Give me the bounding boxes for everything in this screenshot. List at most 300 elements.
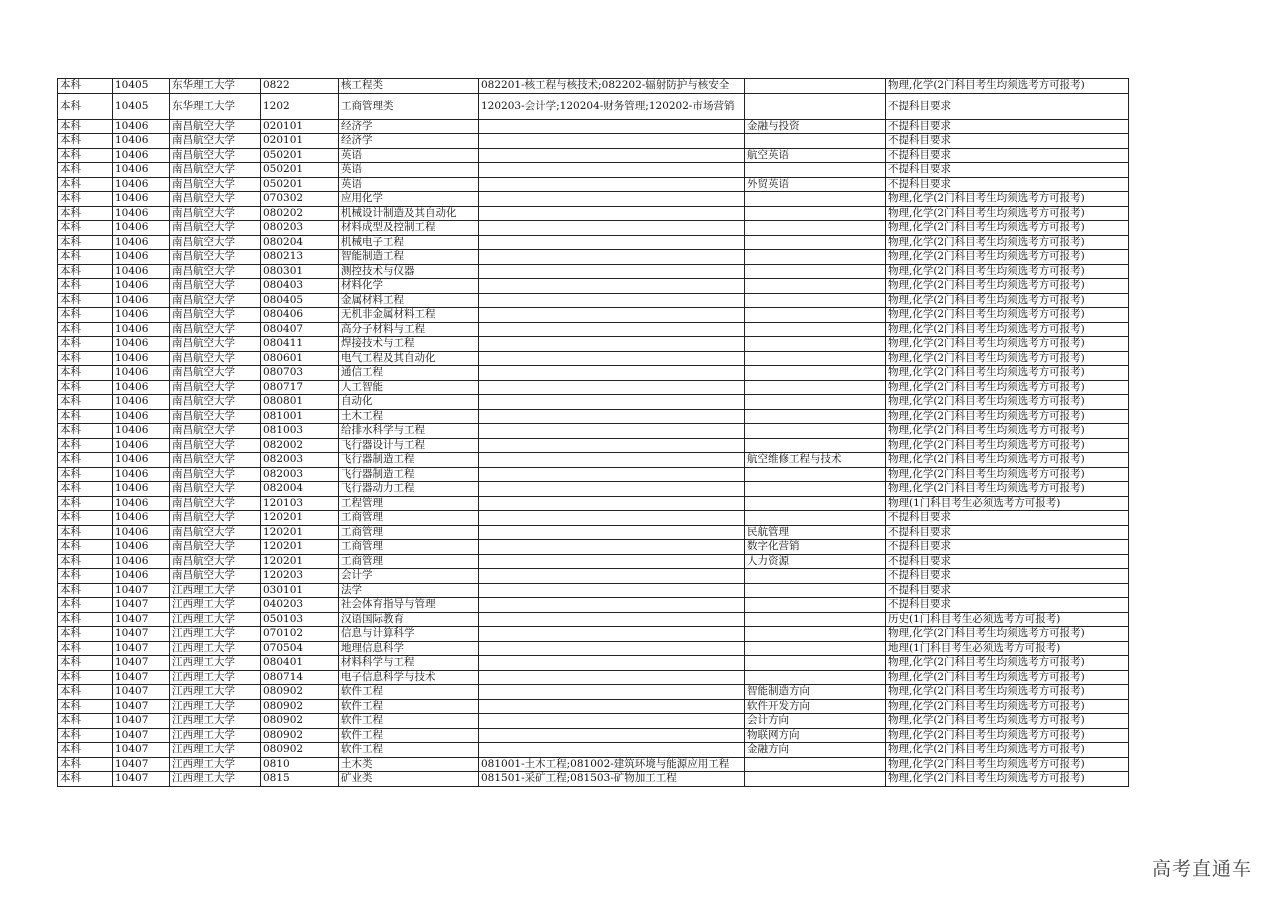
- subject-requirement-cell: 不提科目要求: [886, 177, 1129, 192]
- included-majors-cell: [479, 424, 745, 439]
- table-row: [58, 235, 1129, 250]
- school-code-cell: 10406: [113, 366, 170, 381]
- direction-cell: [745, 264, 886, 279]
- major-name-cell: 软件工程: [339, 743, 479, 758]
- included-majors-cell: [479, 380, 745, 395]
- major-code-cell: 120203: [261, 569, 339, 584]
- table-row: [58, 714, 1129, 729]
- direction-cell: 智能制造方向: [745, 685, 886, 700]
- school-name-cell: 江西理工大学: [170, 612, 261, 627]
- school-name-cell: 南昌航空大学: [170, 511, 261, 526]
- table-body: [58, 79, 1129, 787]
- school-code-cell: 10406: [113, 177, 170, 192]
- school-name-cell: 南昌航空大学: [170, 424, 261, 439]
- included-majors-cell: [479, 409, 745, 424]
- level-cell: 本科: [58, 438, 113, 453]
- school-code-cell: 10406: [113, 496, 170, 511]
- major-name-cell: 经济学: [339, 119, 479, 134]
- school-code-cell: 10407: [113, 699, 170, 714]
- direction-cell: 数字化营销: [745, 540, 886, 555]
- direction-cell: [745, 293, 886, 308]
- table-row: [58, 177, 1129, 192]
- level-cell: 本科: [58, 598, 113, 613]
- included-majors-cell: [479, 192, 745, 207]
- level-cell: 本科: [58, 250, 113, 265]
- direction-cell: 会计方向: [745, 714, 886, 729]
- included-majors-cell: [479, 670, 745, 685]
- major-code-cell: 080406: [261, 308, 339, 323]
- major-name-cell: 金属材料工程: [339, 293, 479, 308]
- major-name-cell: 核工程类: [339, 79, 479, 94]
- major-code-cell: 082002: [261, 438, 339, 453]
- major-code-cell: 081003: [261, 424, 339, 439]
- included-majors-cell: [479, 163, 745, 178]
- subject-requirement-cell: 物理,化学(2门科目考生均须选考方可报考): [886, 380, 1129, 395]
- level-cell: 本科: [58, 714, 113, 729]
- school-code-cell: 10406: [113, 206, 170, 221]
- school-code-cell: 10406: [113, 438, 170, 453]
- major-code-cell: 120201: [261, 511, 339, 526]
- school-code-cell: 10406: [113, 308, 170, 323]
- major-name-cell: 测控技术与仪器: [339, 264, 479, 279]
- school-name-cell: 南昌航空大学: [170, 409, 261, 424]
- level-cell: 本科: [58, 699, 113, 714]
- major-code-cell: 080703: [261, 366, 339, 381]
- level-cell: 本科: [58, 583, 113, 598]
- direction-cell: [745, 757, 886, 772]
- table-row: [58, 337, 1129, 352]
- included-majors-cell: 081001-土木工程;081002-建筑环境与能源应用工程: [479, 757, 745, 772]
- direction-cell: [745, 569, 886, 584]
- school-code-cell: 10406: [113, 482, 170, 497]
- major-code-cell: 080601: [261, 351, 339, 366]
- school-code-cell: 10406: [113, 279, 170, 294]
- subject-requirement-cell: 物理,化学(2门科目考生均须选考方可报考): [886, 699, 1129, 714]
- table-row: [58, 308, 1129, 323]
- table-row: [58, 380, 1129, 395]
- school-name-cell: 南昌航空大学: [170, 351, 261, 366]
- major-name-cell: 智能制造工程: [339, 250, 479, 265]
- school-name-cell: 南昌航空大学: [170, 569, 261, 584]
- school-name-cell: 江西理工大学: [170, 685, 261, 700]
- level-cell: 本科: [58, 279, 113, 294]
- table-row: [58, 366, 1129, 381]
- level-cell: 本科: [58, 366, 113, 381]
- major-code-cell: 080717: [261, 380, 339, 395]
- included-majors-cell: [479, 119, 745, 134]
- table-row: [58, 598, 1129, 613]
- major-code-cell: 070102: [261, 627, 339, 642]
- major-code-cell: 020101: [261, 119, 339, 134]
- school-code-cell: 10406: [113, 119, 170, 134]
- subject-requirement-cell: 不提科目要求: [886, 525, 1129, 540]
- direction-cell: [745, 409, 886, 424]
- table-row: [58, 351, 1129, 366]
- major-code-cell: 050201: [261, 163, 339, 178]
- school-name-cell: 江西理工大学: [170, 641, 261, 656]
- major-code-cell: 080714: [261, 670, 339, 685]
- direction-cell: [745, 79, 886, 94]
- table-row: [58, 279, 1129, 294]
- subject-requirement-cell: 物理,化学(2门科目考生均须选考方可报考): [886, 250, 1129, 265]
- school-name-cell: 江西理工大学: [170, 627, 261, 642]
- school-name-cell: 南昌航空大学: [170, 279, 261, 294]
- major-code-cell: 020101: [261, 134, 339, 149]
- included-majors-cell: [479, 525, 745, 540]
- level-cell: 本科: [58, 453, 113, 468]
- included-majors-cell: [479, 148, 745, 163]
- school-code-cell: 10407: [113, 772, 170, 787]
- major-name-cell: 焊接技术与工程: [339, 337, 479, 352]
- major-code-cell: 080902: [261, 728, 339, 743]
- level-cell: 本科: [58, 525, 113, 540]
- subject-requirement-cell: 物理,化学(2门科目考生均须选考方可报考): [886, 322, 1129, 337]
- school-code-cell: 10407: [113, 627, 170, 642]
- level-cell: 本科: [58, 221, 113, 236]
- major-name-cell: 软件工程: [339, 699, 479, 714]
- table-row: [58, 525, 1129, 540]
- major-code-cell: 070302: [261, 192, 339, 207]
- major-name-cell: 电气工程及其自动化: [339, 351, 479, 366]
- included-majors-cell: [479, 337, 745, 352]
- school-name-cell: 江西理工大学: [170, 728, 261, 743]
- subject-requirement-cell: 不提科目要求: [886, 583, 1129, 598]
- subject-requirement-cell: 物理,化学(2门科目考生均须选考方可报考): [886, 351, 1129, 366]
- major-name-cell: 地理信息科学: [339, 641, 479, 656]
- level-cell: 本科: [58, 757, 113, 772]
- subject-requirement-cell: 物理,化学(2门科目考生均须选考方可报考): [886, 337, 1129, 352]
- school-code-cell: 10406: [113, 322, 170, 337]
- included-majors-cell: [479, 293, 745, 308]
- major-code-cell: 080202: [261, 206, 339, 221]
- included-majors-cell: [479, 221, 745, 236]
- table-row: [58, 685, 1129, 700]
- subject-requirement-cell: 不提科目要求: [886, 119, 1129, 134]
- school-name-cell: 江西理工大学: [170, 772, 261, 787]
- direction-cell: [745, 772, 886, 787]
- subject-requirement-cell: 不提科目要求: [886, 148, 1129, 163]
- major-code-cell: 080203: [261, 221, 339, 236]
- school-name-cell: 江西理工大学: [170, 583, 261, 598]
- included-majors-cell: [479, 235, 745, 250]
- level-cell: 本科: [58, 322, 113, 337]
- included-majors-cell: [479, 308, 745, 323]
- school-code-cell: 10406: [113, 293, 170, 308]
- major-name-cell: 英语: [339, 163, 479, 178]
- subject-requirement-cell: 物理,化学(2门科目考生均须选考方可报考): [886, 743, 1129, 758]
- level-cell: 本科: [58, 395, 113, 410]
- table-row: [58, 395, 1129, 410]
- level-cell: 本科: [58, 93, 113, 119]
- school-name-cell: 南昌航空大学: [170, 134, 261, 149]
- school-name-cell: 南昌航空大学: [170, 395, 261, 410]
- subject-requirement-cell: 不提科目要求: [886, 93, 1129, 119]
- school-name-cell: 南昌航空大学: [170, 322, 261, 337]
- major-code-cell: 080401: [261, 656, 339, 671]
- direction-cell: 民航管理: [745, 525, 886, 540]
- school-name-cell: 南昌航空大学: [170, 192, 261, 207]
- major-name-cell: 材料成型及控制工程: [339, 221, 479, 236]
- school-code-cell: 10407: [113, 714, 170, 729]
- included-majors-cell: [479, 467, 745, 482]
- table-row: [58, 453, 1129, 468]
- major-name-cell: 工商管理: [339, 525, 479, 540]
- subject-requirement-cell: 地理(1门科目考生必须选考方可报考): [886, 641, 1129, 656]
- level-cell: 本科: [58, 627, 113, 642]
- subject-requirement-cell: 物理,化学(2门科目考生均须选考方可报考): [886, 438, 1129, 453]
- included-majors-cell: 081501-采矿工程;081503-矿物加工工程: [479, 772, 745, 787]
- direction-cell: 金融与投资: [745, 119, 886, 134]
- subject-requirement-cell: 物理,化学(2门科目考生均须选考方可报考): [886, 79, 1129, 94]
- subject-requirement-cell: 物理,化学(2门科目考生均须选考方可报考): [886, 772, 1129, 787]
- major-name-cell: 飞行器制造工程: [339, 453, 479, 468]
- subject-requirement-cell: 物理,化学(2门科目考生均须选考方可报考): [886, 192, 1129, 207]
- major-name-cell: 飞行器制造工程: [339, 467, 479, 482]
- included-majors-cell: [479, 322, 745, 337]
- level-cell: 本科: [58, 656, 113, 671]
- major-name-cell: 工商管理: [339, 554, 479, 569]
- school-name-cell: 江西理工大学: [170, 656, 261, 671]
- included-majors-cell: [479, 612, 745, 627]
- subject-requirement-cell: 物理,化学(2门科目考生均须选考方可报考): [886, 482, 1129, 497]
- direction-cell: [745, 482, 886, 497]
- included-majors-cell: [479, 395, 745, 410]
- level-cell: 本科: [58, 308, 113, 323]
- direction-cell: 航空维修工程与技术: [745, 453, 886, 468]
- school-code-cell: 10406: [113, 264, 170, 279]
- major-name-cell: 土木类: [339, 757, 479, 772]
- major-name-cell: 通信工程: [339, 366, 479, 381]
- subject-requirement-cell: 不提科目要求: [886, 134, 1129, 149]
- table-row: [58, 264, 1129, 279]
- school-code-cell: 10407: [113, 670, 170, 685]
- subject-requirement-cell: 物理,化学(2门科目考生均须选考方可报考): [886, 308, 1129, 323]
- school-code-cell: 10406: [113, 148, 170, 163]
- major-code-cell: 080301: [261, 264, 339, 279]
- table-row: [58, 148, 1129, 163]
- school-code-cell: 10406: [113, 467, 170, 482]
- subject-requirement-cell: 物理,化学(2门科目考生均须选考方可报考): [886, 656, 1129, 671]
- direction-cell: [745, 235, 886, 250]
- major-code-cell: 081001: [261, 409, 339, 424]
- direction-cell: [745, 337, 886, 352]
- subject-requirement-cell: 物理,化学(2门科目考生均须选考方可报考): [886, 206, 1129, 221]
- major-name-cell: 社会体育指导与管理: [339, 598, 479, 613]
- direction-cell: [745, 496, 886, 511]
- subject-requirement-cell: 物理,化学(2门科目考生均须选考方可报考): [886, 235, 1129, 250]
- table-row: [58, 221, 1129, 236]
- school-name-cell: 南昌航空大学: [170, 148, 261, 163]
- major-name-cell: 人工智能: [339, 380, 479, 395]
- level-cell: 本科: [58, 728, 113, 743]
- table-row: [58, 467, 1129, 482]
- major-code-cell: 080405: [261, 293, 339, 308]
- included-majors-cell: [479, 177, 745, 192]
- table-row: [58, 424, 1129, 439]
- included-majors-cell: [479, 482, 745, 497]
- table-row: [58, 641, 1129, 656]
- school-code-cell: 10406: [113, 163, 170, 178]
- major-name-cell: 材料科学与工程: [339, 656, 479, 671]
- level-cell: 本科: [58, 540, 113, 555]
- level-cell: 本科: [58, 337, 113, 352]
- level-cell: 本科: [58, 670, 113, 685]
- school-name-cell: 东华理工大学: [170, 79, 261, 94]
- school-code-cell: 10405: [113, 93, 170, 119]
- level-cell: 本科: [58, 134, 113, 149]
- school-name-cell: 南昌航空大学: [170, 453, 261, 468]
- school-code-cell: 10407: [113, 641, 170, 656]
- included-majors-cell: [479, 714, 745, 729]
- school-code-cell: 10406: [113, 569, 170, 584]
- direction-cell: [745, 670, 886, 685]
- major-name-cell: 英语: [339, 148, 479, 163]
- major-code-cell: 120201: [261, 525, 339, 540]
- school-name-cell: 南昌航空大学: [170, 496, 261, 511]
- school-name-cell: 南昌航空大学: [170, 540, 261, 555]
- school-name-cell: 江西理工大学: [170, 714, 261, 729]
- table-row: [58, 163, 1129, 178]
- included-majors-cell: [479, 598, 745, 613]
- major-code-cell: 080411: [261, 337, 339, 352]
- included-majors-cell: [479, 641, 745, 656]
- major-name-cell: 机械设计制造及其自动化: [339, 206, 479, 221]
- major-name-cell: 飞行器动力工程: [339, 482, 479, 497]
- table-row: [58, 250, 1129, 265]
- school-code-cell: 10406: [113, 540, 170, 555]
- direction-cell: [745, 279, 886, 294]
- direction-cell: 软件开发方向: [745, 699, 886, 714]
- school-code-cell: 10407: [113, 598, 170, 613]
- level-cell: 本科: [58, 482, 113, 497]
- table-row: [58, 192, 1129, 207]
- included-majors-cell: [479, 351, 745, 366]
- direction-cell: [745, 206, 886, 221]
- school-code-cell: 10406: [113, 250, 170, 265]
- major-name-cell: 给排水科学与工程: [339, 424, 479, 439]
- level-cell: 本科: [58, 496, 113, 511]
- major-name-cell: 应用化学: [339, 192, 479, 207]
- school-code-cell: 10407: [113, 583, 170, 598]
- school-code-cell: 10407: [113, 743, 170, 758]
- school-name-cell: 南昌航空大学: [170, 366, 261, 381]
- school-code-cell: 10406: [113, 351, 170, 366]
- subject-requirement-cell: 物理,化学(2门科目考生均须选考方可报考): [886, 728, 1129, 743]
- major-code-cell: 080902: [261, 685, 339, 700]
- table-row: [58, 612, 1129, 627]
- school-name-cell: 南昌航空大学: [170, 554, 261, 569]
- admission-requirements-table: [57, 78, 1129, 787]
- subject-requirement-cell: 物理,化学(2门科目考生均须选考方可报考): [886, 714, 1129, 729]
- school-code-cell: 10406: [113, 409, 170, 424]
- direction-cell: 外贸英语: [745, 177, 886, 192]
- level-cell: 本科: [58, 192, 113, 207]
- school-name-cell: 南昌航空大学: [170, 337, 261, 352]
- direction-cell: [745, 322, 886, 337]
- school-name-cell: 南昌航空大学: [170, 308, 261, 323]
- level-cell: 本科: [58, 163, 113, 178]
- direction-cell: [745, 366, 886, 381]
- level-cell: 本科: [58, 206, 113, 221]
- subject-requirement-cell: 不提科目要求: [886, 554, 1129, 569]
- subject-requirement-cell: 物理,化学(2门科目考生均须选考方可报考): [886, 395, 1129, 410]
- major-code-cell: 080403: [261, 279, 339, 294]
- school-code-cell: 10407: [113, 612, 170, 627]
- school-name-cell: 南昌航空大学: [170, 264, 261, 279]
- school-code-cell: 10406: [113, 511, 170, 526]
- major-code-cell: 070504: [261, 641, 339, 656]
- included-majors-cell: [479, 540, 745, 555]
- level-cell: 本科: [58, 569, 113, 584]
- school-code-cell: 10406: [113, 221, 170, 236]
- major-code-cell: 080902: [261, 743, 339, 758]
- major-code-cell: 082003: [261, 467, 339, 482]
- school-name-cell: 南昌航空大学: [170, 438, 261, 453]
- included-majors-cell: [479, 699, 745, 714]
- table-row: [58, 496, 1129, 511]
- major-name-cell: 自动化: [339, 395, 479, 410]
- included-majors-cell: [479, 206, 745, 221]
- table-row: [58, 322, 1129, 337]
- level-cell: 本科: [58, 293, 113, 308]
- level-cell: 本科: [58, 148, 113, 163]
- major-code-cell: 082003: [261, 453, 339, 468]
- table-row: [58, 79, 1129, 94]
- included-majors-cell: [479, 627, 745, 642]
- direction-cell: [745, 134, 886, 149]
- table-row: [58, 293, 1129, 308]
- school-code-cell: 10406: [113, 134, 170, 149]
- major-name-cell: 软件工程: [339, 728, 479, 743]
- major-name-cell: 软件工程: [339, 714, 479, 729]
- level-cell: 本科: [58, 264, 113, 279]
- major-code-cell: 080407: [261, 322, 339, 337]
- major-name-cell: 汉语国际教育: [339, 612, 479, 627]
- table-row: [58, 670, 1129, 685]
- direction-cell: [745, 221, 886, 236]
- included-majors-cell: [479, 583, 745, 598]
- school-name-cell: 南昌航空大学: [170, 482, 261, 497]
- school-code-cell: 10406: [113, 525, 170, 540]
- table-row: [58, 134, 1129, 149]
- level-cell: 本科: [58, 743, 113, 758]
- direction-cell: [745, 192, 886, 207]
- level-cell: 本科: [58, 177, 113, 192]
- school-code-cell: 10406: [113, 380, 170, 395]
- major-code-cell: 0815: [261, 772, 339, 787]
- subject-requirement-cell: 历史(1门科目考生必须选考方可报考): [886, 612, 1129, 627]
- table-row: [58, 743, 1129, 758]
- direction-cell: [745, 250, 886, 265]
- table-row: [58, 540, 1129, 555]
- table-row: [58, 554, 1129, 569]
- subject-requirement-cell: 物理,化学(2门科目考生均须选考方可报考): [886, 424, 1129, 439]
- subject-requirement-cell: 物理,化学(2门科目考生均须选考方可报考): [886, 293, 1129, 308]
- school-name-cell: 江西理工大学: [170, 670, 261, 685]
- table-row: [58, 409, 1129, 424]
- included-majors-cell: 082201-核工程与核技术;082202-辐射防护与核安全: [479, 79, 745, 94]
- major-name-cell: 英语: [339, 177, 479, 192]
- direction-cell: [745, 612, 886, 627]
- level-cell: 本科: [58, 424, 113, 439]
- level-cell: 本科: [58, 612, 113, 627]
- school-code-cell: 10406: [113, 192, 170, 207]
- major-name-cell: 工商管理类: [339, 93, 479, 119]
- school-name-cell: 南昌航空大学: [170, 177, 261, 192]
- school-name-cell: 江西理工大学: [170, 699, 261, 714]
- included-majors-cell: [479, 728, 745, 743]
- subject-requirement-cell: 物理,化学(2门科目考生均须选考方可报考): [886, 757, 1129, 772]
